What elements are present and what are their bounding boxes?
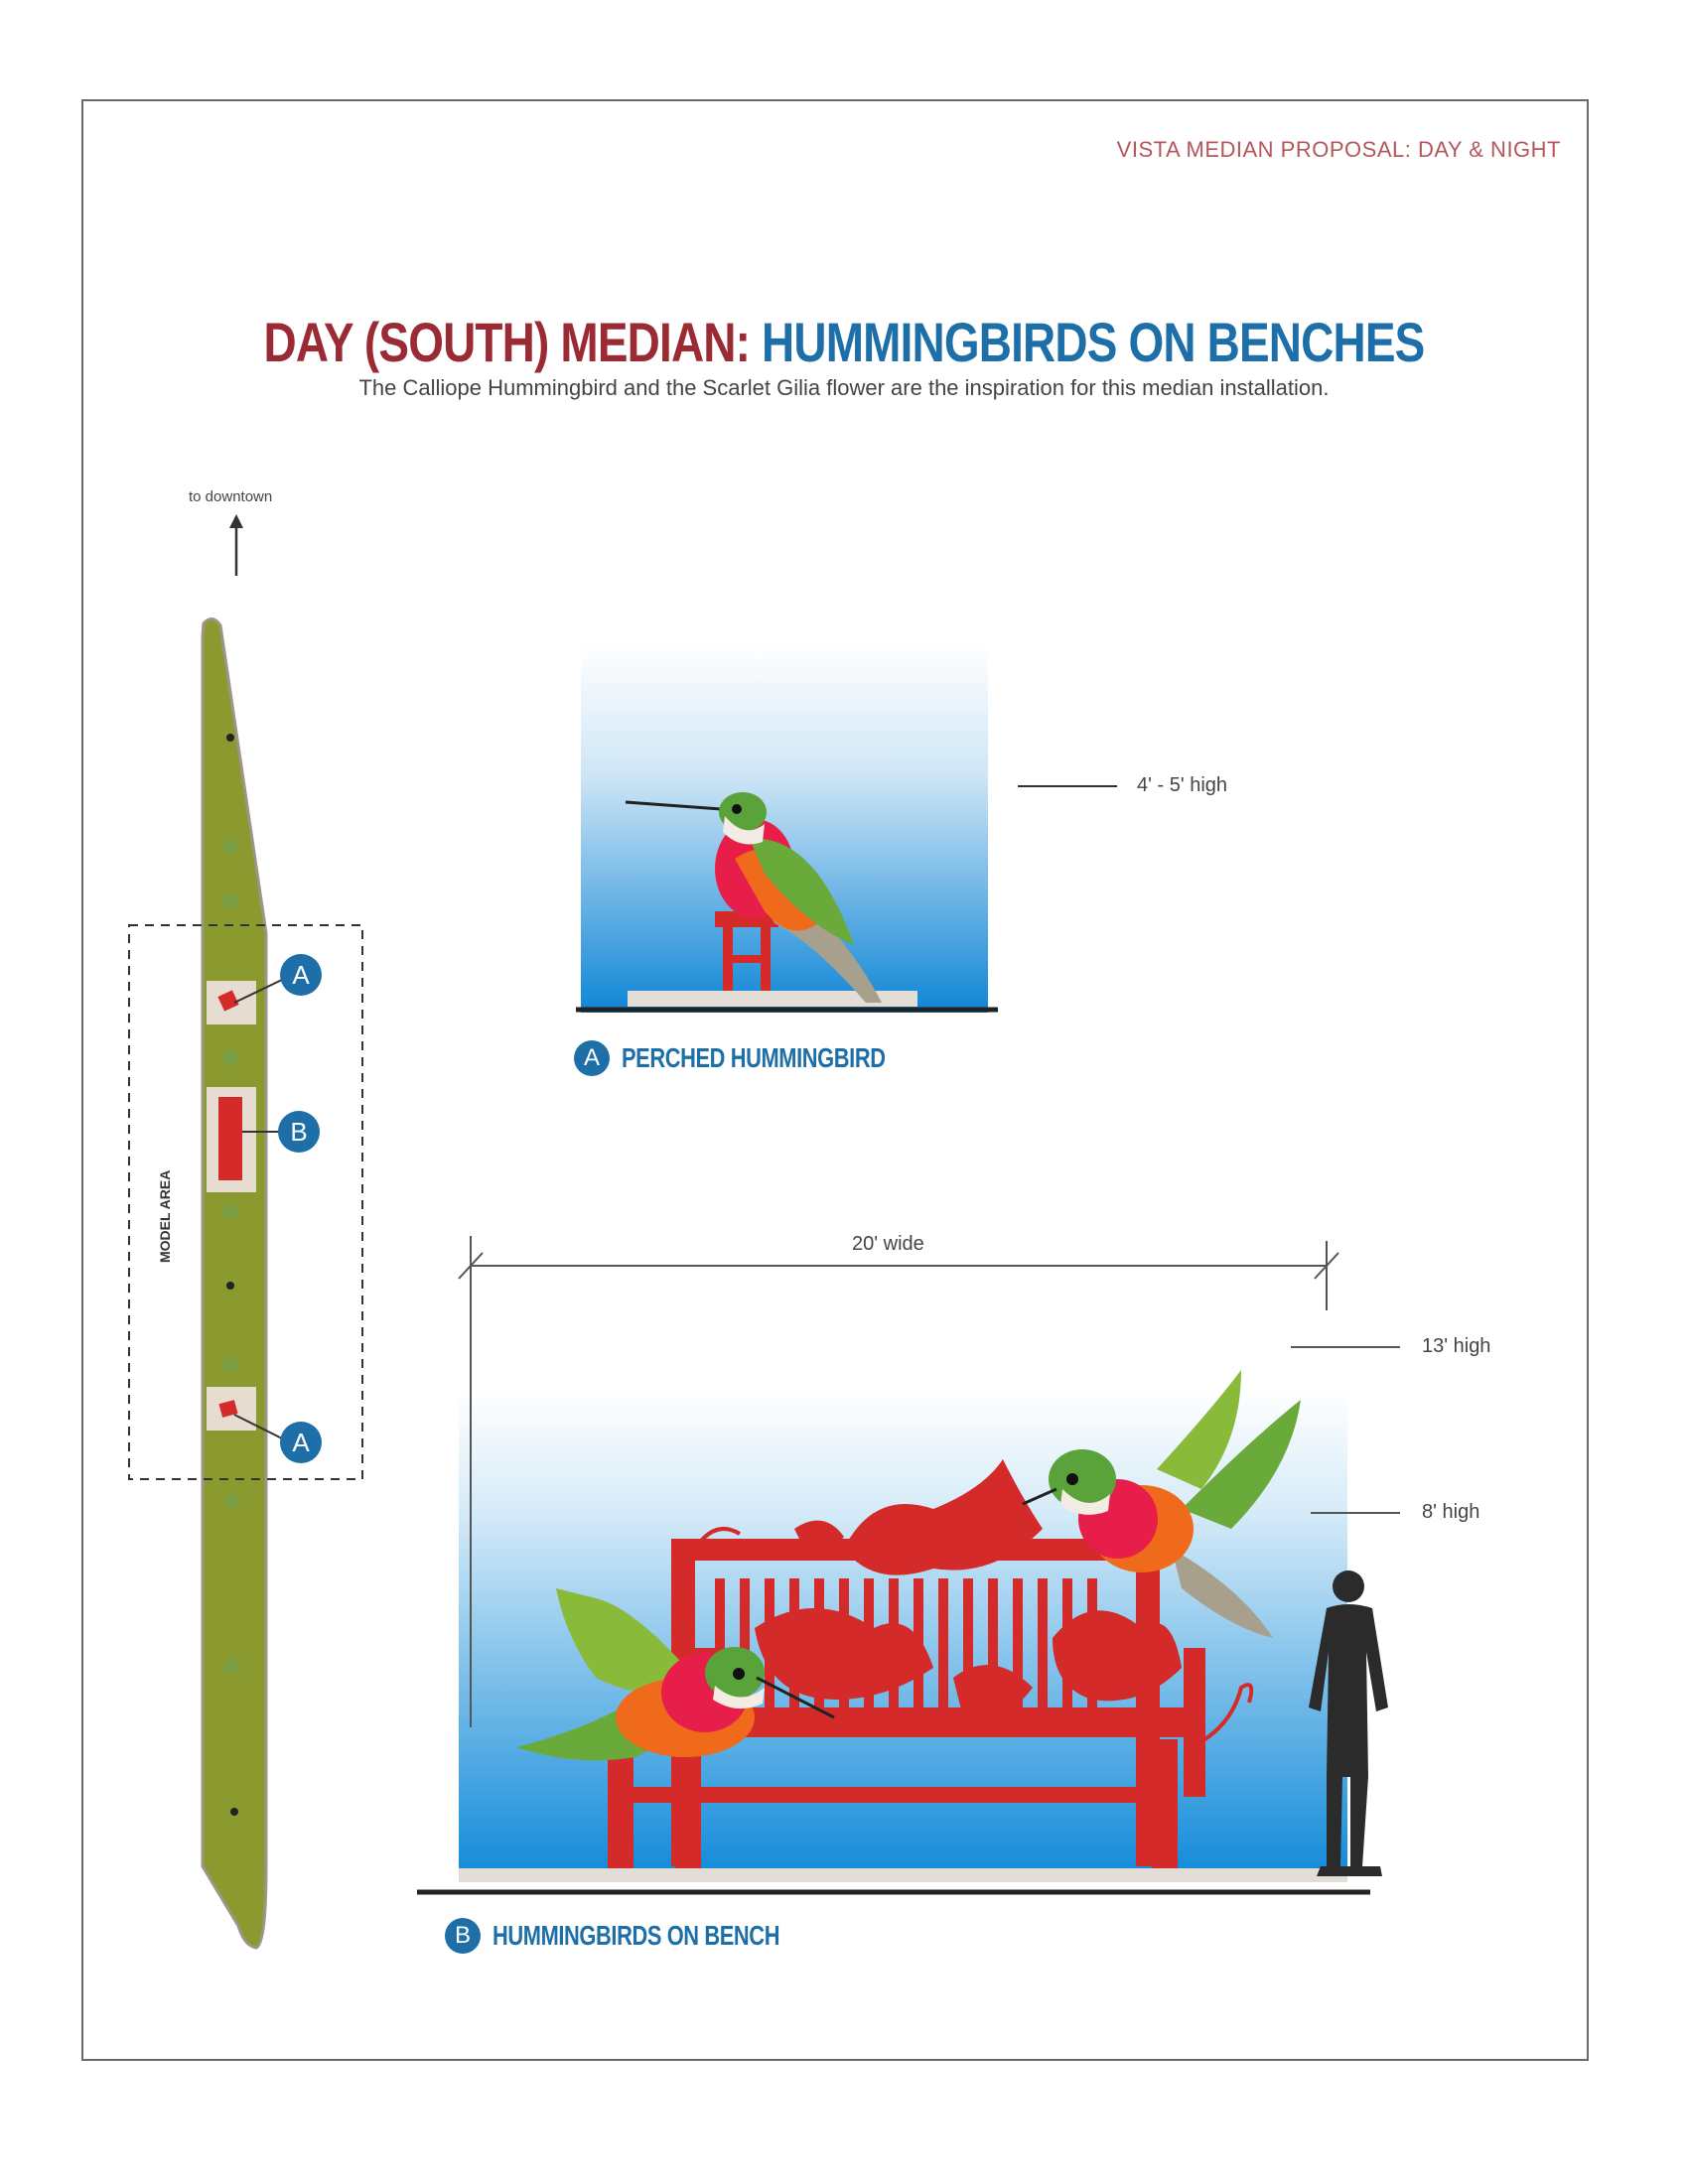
north-arrow-icon [229,514,243,576]
panel-a-caption-text: PERCHED HUMMINGBIRD [622,1042,886,1073]
panel-a-badge: A [574,1040,610,1076]
panel-b-height-mid-label: 8' high [1422,1501,1480,1523]
callout-a-top: A [280,954,322,996]
panel-b-caption [445,1918,861,1954]
panel-a-caption [574,1040,960,1076]
title-day-median: DAY (SOUTH) MEDIAN: [263,311,763,373]
panel-b-caption-text: HUMMINGBIRDS ON BENCH [492,1920,780,1951]
hummingbirds-on-bench-illustration [417,1236,1400,1892]
model-area-label: MODEL AREA [157,1169,173,1263]
panel-b-width-label: 20' wide [852,1233,924,1255]
page-header: VISTA MEDIAN PROPOSAL: DAY & NIGHT [1116,137,1561,162]
median-plan [129,618,362,1948]
page-subtitle: The Calliope Hummingbird and the Scarlet Gilia flower are the inspiration for this median installation. [358,375,1330,400]
callout-b: B [278,1111,320,1153]
callout-a-bottom: A [280,1422,322,1463]
perched-hummingbird-illustration [576,645,998,1013]
panel-b-badge: B [445,1918,481,1954]
title-hummingbirds: HUMMINGBIRDS ON BENCHES [762,311,1425,373]
panel-a-height-label: 4' - 5' high [1137,774,1228,796]
panel-b-height-top-label: 13' high [1422,1335,1491,1357]
direction-label: to downtown [189,488,273,505]
